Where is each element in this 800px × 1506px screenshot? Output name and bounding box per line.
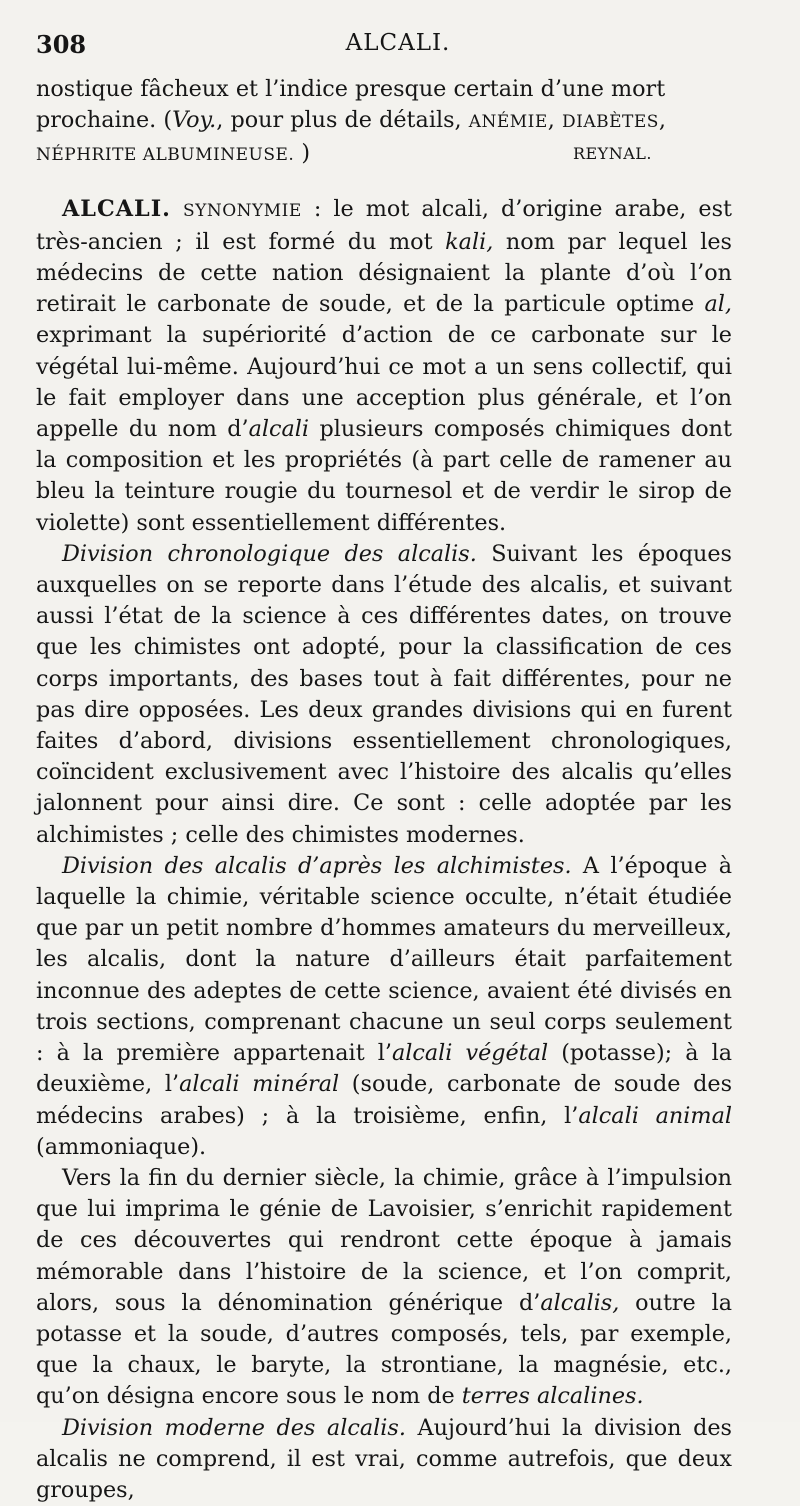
previous-entry-ending: nostique fâcheux et l’indice presque certain d’une mort prochaine. (Voy., pour plus de détails, ANÉMIE, DIABÈTES, NÉPHRITE ALBUMINEUSE. ) REYNAL. bbox=[36, 74, 732, 172]
section-heading: Division des alcalis d’après les alchimistes. bbox=[62, 852, 572, 879]
running-head bbox=[36, 30, 760, 60]
paragraph-lavoisier: Vers la fin du dernier siècle, la chimie, grâce à l’impulsion que lui imprima le génie de Lavoisier, s’enrichit rapidement de ces découvertes qui rendront cette époque à jamais mémorable dans l’histoire de la science, et l’on comprit, alors, sous la dénomination générique d’alcalis, outre la potasse et la soude, d’autres composés, tels, par exemple, que la chaux, le baryte, la strontiane, la magnésie, etc., qu’on désigna encore sous le nom de terres alcalines. bbox=[36, 1164, 733, 1410]
cross-reference: DIABÈTES bbox=[561, 112, 659, 133]
section-heading: Division chronologique des alcalis. bbox=[62, 540, 477, 567]
page-number: 308 bbox=[36, 30, 87, 59]
author-signature: REYNAL. bbox=[572, 144, 652, 164]
cross-reference: NÉPHRITE ALBUMINEUSE. bbox=[36, 145, 295, 166]
paragraph-division-moderne: Division moderne des alcalis. Aujourd’hui la division des alcalis ne comprend, il est vrai, comme autrefois, que deux groupes, bbox=[36, 1414, 732, 1503]
paragraph-division-chronologique: Division chronologique des alcalis. Suivant les époques auxquelles on se reporte dans l’étude des alcalis, et suivant aussi l’état de la science à ces différentes dates, on trouve que les chimistes ont adopté, pour la classification de ces corps importants, des bases tout à fait différentes, pour ne pas dire opposées. Les deux grandes divisions qui en furent faites d’abord, divisions essentiellement chronologiques, coïncident exclusivement avec l’histoire des alcalis qu’elles jalonnent pour ainsi dire. Ce sont : celle adoptée par les alchimistes ; celle des chimistes modernes. bbox=[36, 540, 732, 848]
body-text bbox=[36, 74, 732, 1506]
entry-headword: ALCALI. bbox=[62, 195, 171, 222]
paragraph-division-alchimistes: Division des alcalis d’après les alchimistes. A l’époque à laquelle la chimie, véritable science occulte, n’était étudiée que par un petit nombre d’hommes amateurs du merveilleux, les alcalis, dont la nature d’ailleurs était parfaitement inconnue des adeptes de cette science, avaient été divisés en trois sections, comprenant chacune un seul corps seulement : à la première appartenait l’alcali végétal (potasse); à la deuxième, l’alcali minéral (soude, carbonate de soude des médecins arabes) ; à la troisième, enfin, l’alcali animal (ammoniaque). bbox=[36, 852, 733, 1160]
synonymie-label: SYNONYMIE bbox=[182, 200, 302, 221]
section-heading: Division moderne des alcalis. bbox=[62, 1414, 406, 1441]
entry-alcali: ALCALI. SYNONYMIE : le mot alcali, d’origine arabe, est très-ancien ; il est formé du mot kali, nom par lequel les médecins de cette nation désignaient la plante d’où l’on retirait le carbonate de soude, et de la particule optime al, exprimant la supériorité d’action de ce carbonate sur le végétal lui-même. Aujourd’hui ce mot a un sens collectif, qui le fait employer dans une acception plus générale, et l’on appelle du nom d’alcali plusieurs composés chimiques dont la composition et les propriétés (à part celle de ramener au bleu la teinture rougie du tournesol et de verdir le sirop de violette) sont essentiellement différentes. bbox=[36, 195, 733, 536]
running-title: ALCALI. bbox=[345, 30, 451, 56]
cross-reference: ANÉMIE bbox=[468, 112, 548, 133]
